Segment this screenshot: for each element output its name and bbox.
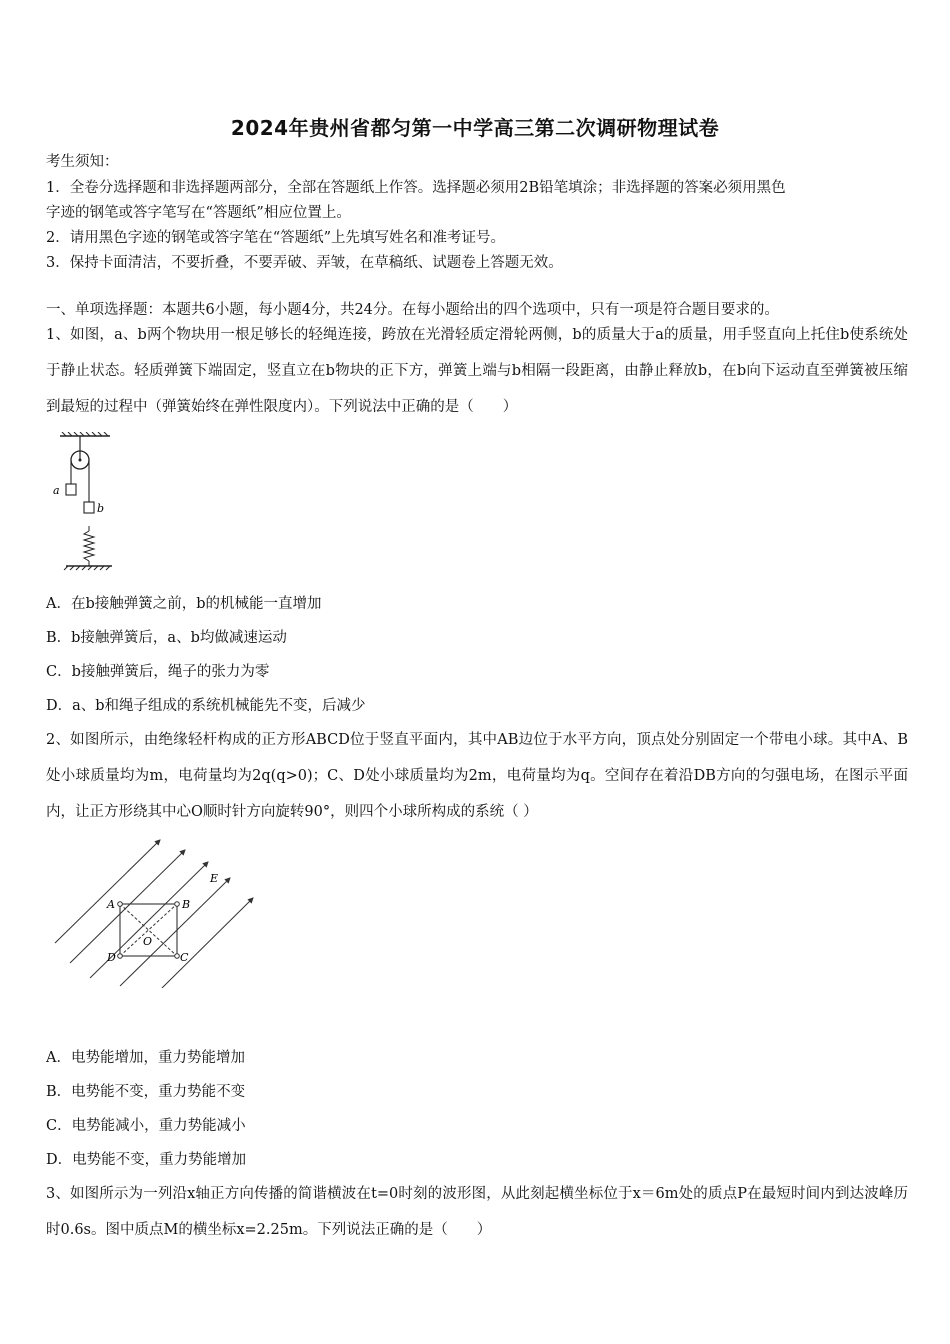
notice-heading: 考生须知： (46, 154, 119, 170)
option-d: D．电势能不变，重力势能增加 (46, 1152, 247, 1168)
option-a: A．在b接触弹簧之前，b的机械能一直增加 (46, 596, 322, 612)
question-2-text: 2、如图所示，由绝缘轻杆构成的正方形ABCD位于竖直平面内，其中AB边位于水平方向，顶点处分别固定一个带电小球。其中A、B处小球质量均为m，电荷量均为2q(q>0)；C、D处小球质量均为2m，电荷量均为q。空间存在着沿DB方向的匀强电场，在图示平面内，让正方形绕其中心O顺时针方向旋转90°，则四个小球所构成的系统（ ） (46, 732, 908, 820)
label-E: E (210, 872, 219, 885)
question-1-text: 1、如图，a、b两个物块用一根足够长的轻绳连接，跨放在光滑轻质定滑轮两侧，b的质量大于a的质量，用手竖直向上托住b使系统处于静止状态。轻质弹簧下端固定，竖直立在b物块的正下方，弹簧上端与b相隔一段距离，由静止释放b，在b向下运动直至弹簧被压缩到最短的过程中（弹簧始终在弹性限度内）。下列说法中正确的是（ ） (46, 327, 908, 415)
option-d: D．a、b和绳子组成的系统机械能先不变，后减少 (46, 698, 366, 714)
option-b: B．电势能不变，重力势能不变 (46, 1084, 246, 1100)
label-a: a (53, 484, 60, 497)
question-3-text: 3、如图所示为一列沿x轴正方向传播的简谐横波在t=0时刻的波形图，从此刻起横坐标位于x＝6m处的质点P在最短时间内到达波峰历时0.6s。图中质点M的横坐标x=2.25m。下列说法正确的是（ ） (46, 1186, 908, 1238)
label-D: D (107, 951, 116, 964)
section-heading: 一、单项选择题：本题共6小题，每小题4分，共24分。在每小题给出的四个选项中，只有一项是符合题目要求的。 (46, 302, 779, 318)
notice-item: 3．保持卡面清洁，不要折叠，不要弄破、弄皱，在草稿纸、试题卷上答题无效。 (46, 255, 563, 271)
notice-item: 2．请用黑色字迹的钢笔或答字笔在“答题纸”上先填写姓名和准考证号。 (46, 230, 506, 246)
pulley-spring-figure (50, 432, 120, 574)
label-B: B (182, 898, 191, 911)
label-O: O (143, 935, 153, 948)
option-c: C．电势能减小，重力势能减小 (46, 1118, 246, 1134)
label-b: b (97, 502, 105, 515)
notice-item: 1．全卷分选择题和非选择题两部分，全部在答题纸上作答。选择题必须用2B铅笔填涂；非选择题的答案必须用黑色 (46, 180, 786, 196)
notice-item: 字迹的钢笔或答字笔写在“答题纸”相应位置上。 (46, 205, 351, 221)
electric-field-square-figure (50, 838, 260, 988)
option-c: C．b接触弹簧后，绳子的张力为零 (46, 664, 270, 680)
page-title: 2024年贵州省都匀第一中学高三第二次调研物理试卷 (230, 116, 720, 140)
option-b: B．b接触弹簧后，a、b均做减速运动 (46, 630, 287, 646)
option-a: A．电势能增加，重力势能增加 (46, 1050, 245, 1066)
label-C: C (180, 951, 189, 964)
label-A: A (107, 898, 115, 911)
